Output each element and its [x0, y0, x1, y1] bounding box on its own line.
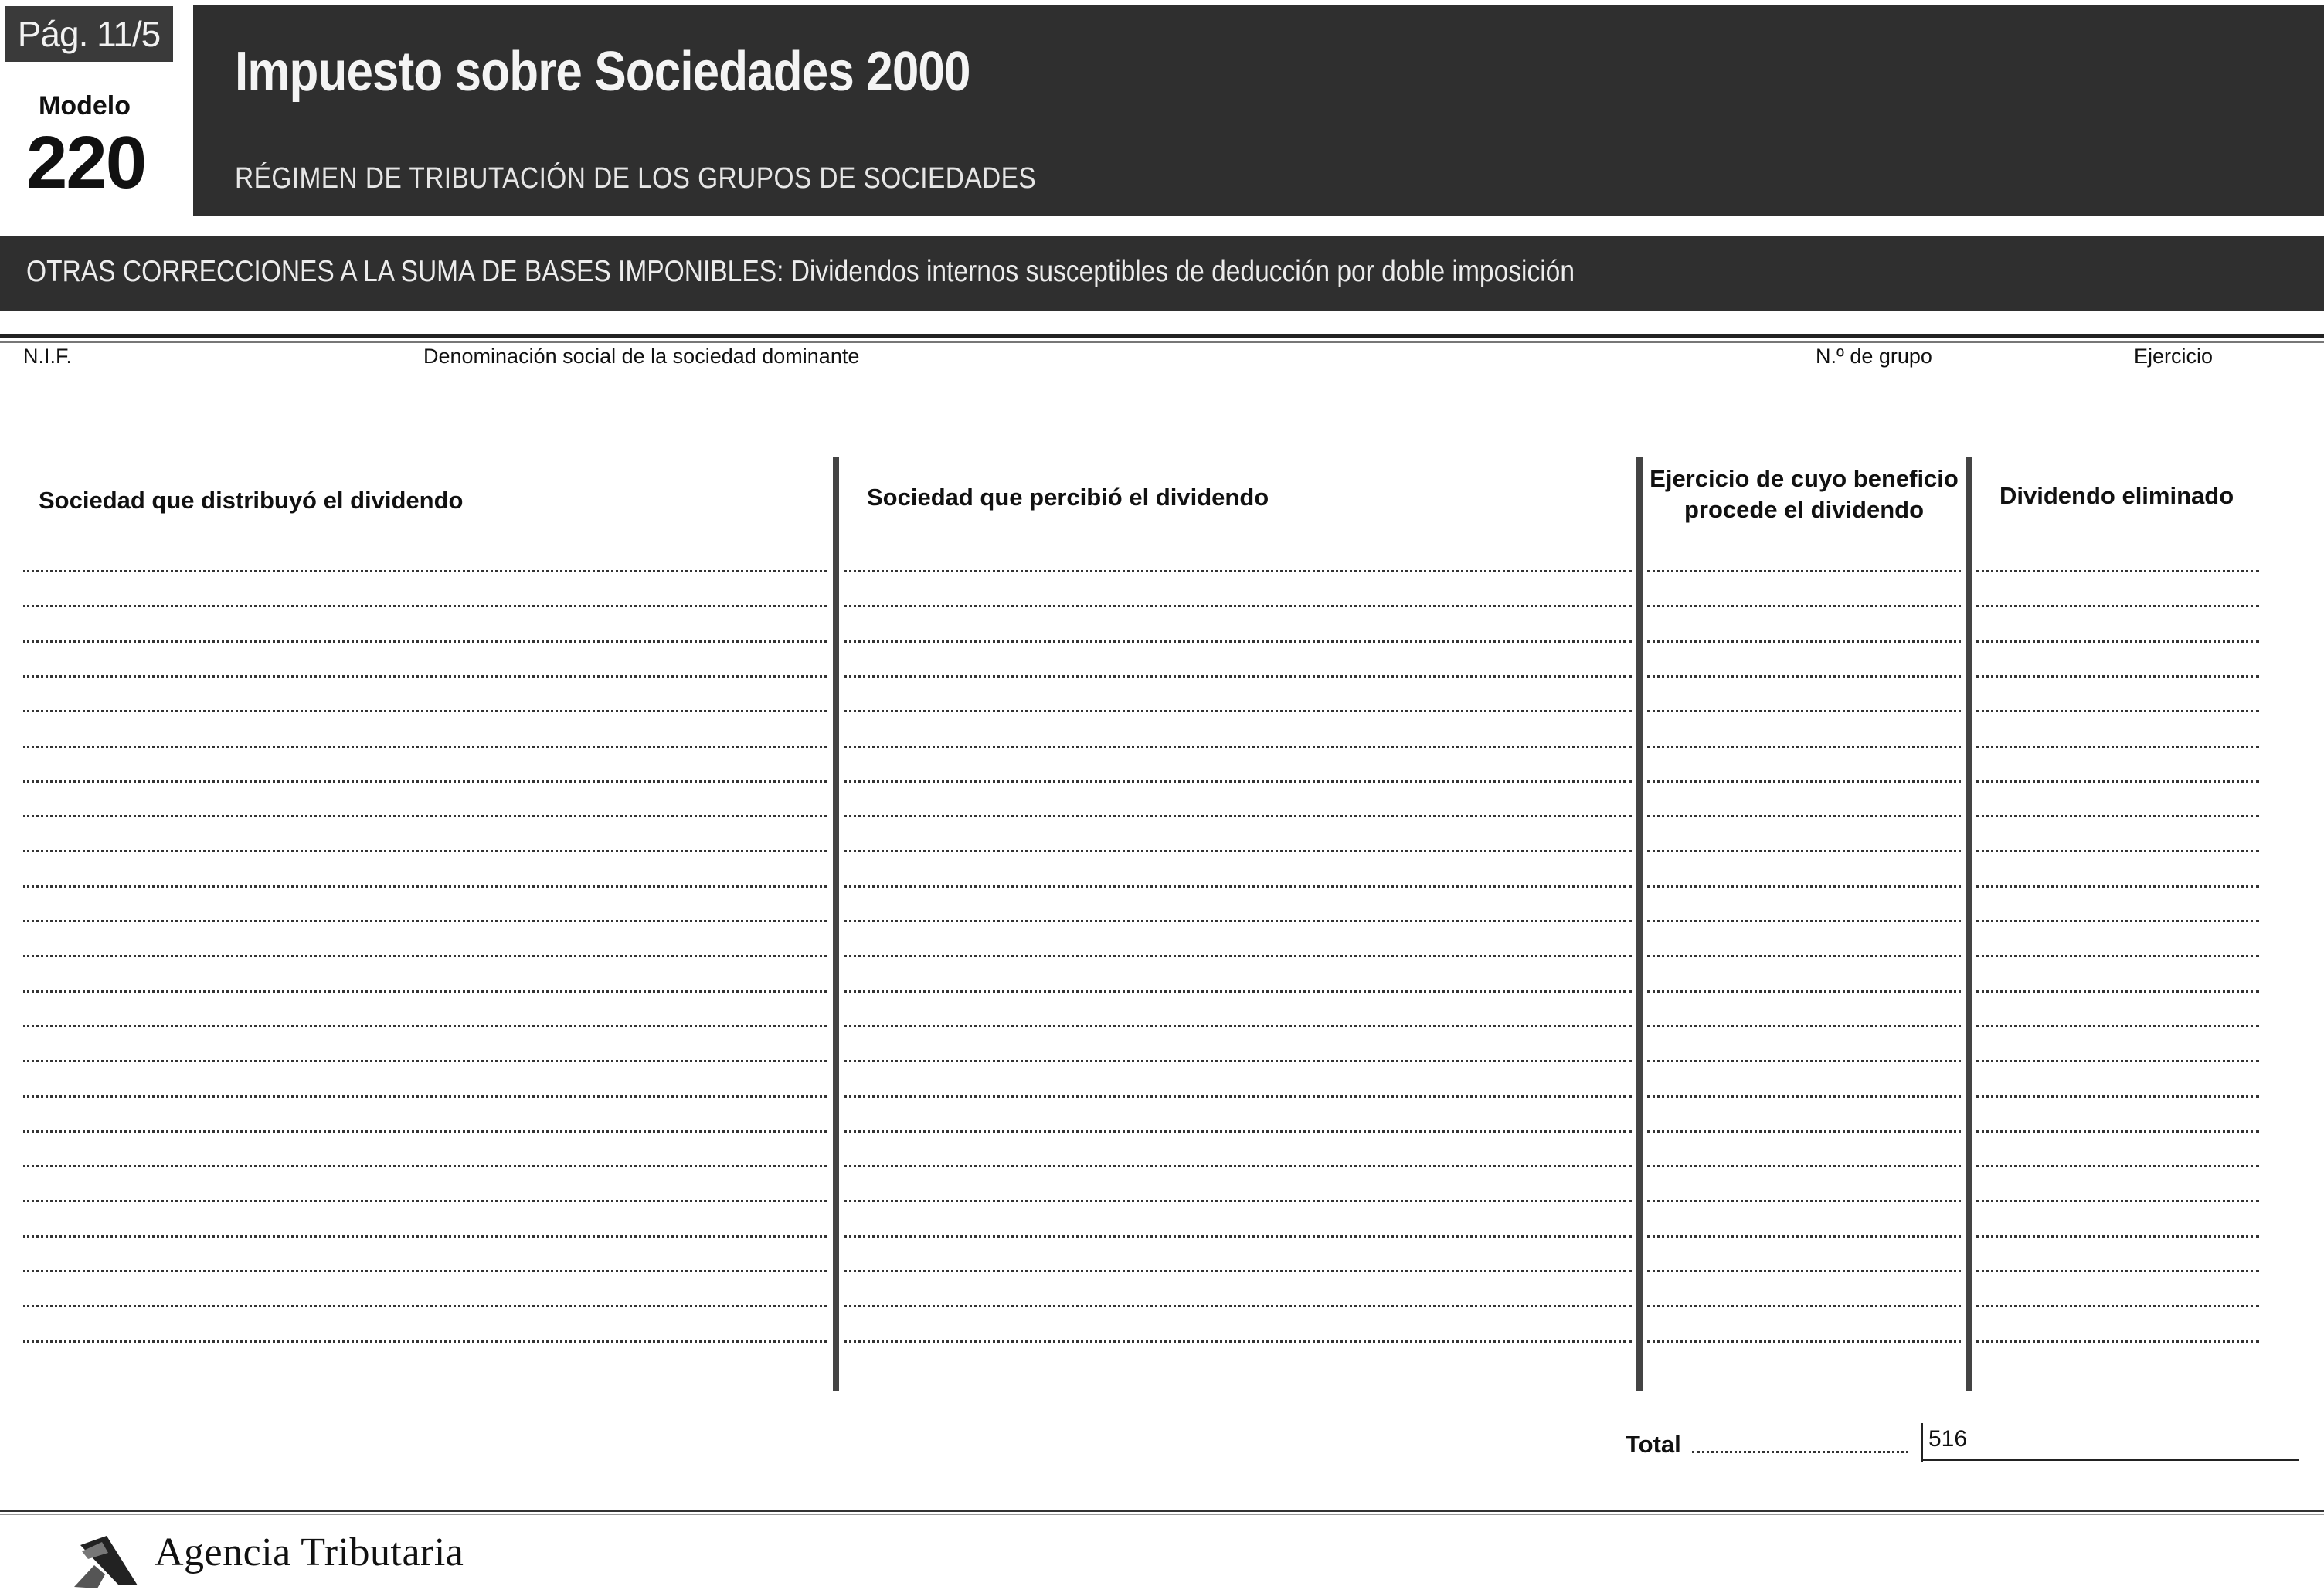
grupo-label: N.º de grupo: [1816, 345, 1932, 368]
entry-line-eliminated-dividend[interactable]: [1976, 1060, 2259, 1062]
entry-line-eliminated-dividend[interactable]: [1976, 605, 2259, 607]
entry-line-distributing-company[interactable]: [23, 1270, 827, 1272]
entry-line-eliminated-dividend[interactable]: [1976, 1025, 2259, 1027]
form-title: Impuesto sobre Sociedades 2000: [235, 41, 970, 103]
entry-line-eliminated-dividend[interactable]: [1976, 570, 2259, 572]
column-header-fiscal-year: [1646, 464, 1962, 525]
column-divider: [833, 457, 839, 1391]
nif-label: N.I.F.: [23, 345, 73, 368]
agencia-tributaria-logo-icon: [74, 1528, 144, 1590]
page-number-badge: [5, 6, 173, 62]
entry-line-distributing-company[interactable]: [23, 1025, 827, 1027]
entry-line-fiscal-year[interactable]: [1647, 955, 1961, 957]
entry-line-eliminated-dividend[interactable]: [1976, 780, 2259, 783]
entry-line-receiving-company[interactable]: [844, 1200, 1632, 1202]
entry-line-fiscal-year[interactable]: [1647, 1130, 1961, 1133]
entry-line-fiscal-year[interactable]: [1647, 1235, 1961, 1238]
section-title: OTRAS CORRECCIONES A LA SUMA DE BASES IMPONIBLES: Dividendos internos susceptibles de deducción por doble imposición: [26, 255, 1575, 288]
entry-line-receiving-company[interactable]: [844, 1060, 1632, 1062]
entry-line-receiving-company[interactable]: [844, 1340, 1632, 1343]
entry-line-fiscal-year[interactable]: [1647, 1165, 1961, 1167]
entry-line-distributing-company[interactable]: [23, 1200, 827, 1202]
entry-line-eliminated-dividend[interactable]: [1976, 675, 2259, 678]
entry-line-eliminated-dividend[interactable]: [1976, 746, 2259, 748]
entry-line-receiving-company[interactable]: [844, 920, 1632, 922]
entry-line-distributing-company[interactable]: [23, 920, 827, 922]
entry-line-fiscal-year[interactable]: [1647, 1270, 1961, 1272]
entry-line-distributing-company[interactable]: [23, 1305, 827, 1307]
divider: [0, 1510, 2324, 1512]
ejercicio-label: Ejercicio: [2134, 345, 2214, 368]
entry-line-distributing-company[interactable]: [23, 640, 827, 643]
entry-line-receiving-company[interactable]: [844, 746, 1632, 748]
entry-line-receiving-company[interactable]: [844, 990, 1632, 993]
entry-line-fiscal-year[interactable]: [1647, 990, 1961, 993]
column-header-fiscal-year-line1: Ejercicio de cuyo beneficio: [1650, 465, 1959, 492]
entry-line-distributing-company[interactable]: [23, 1340, 827, 1343]
entry-line-fiscal-year[interactable]: [1647, 885, 1961, 888]
entry-line-fiscal-year[interactable]: [1647, 605, 1961, 607]
entry-line-eliminated-dividend[interactable]: [1976, 640, 2259, 643]
entry-line-fiscal-year[interactable]: [1647, 1200, 1961, 1202]
entry-line-receiving-company[interactable]: [844, 1305, 1632, 1307]
agency-name: Agencia Tributaria: [155, 1530, 464, 1574]
entry-line-receiving-company[interactable]: [844, 710, 1632, 712]
column-header-distributing-company: Sociedad que distribuyó el dividendo: [39, 487, 464, 514]
column-header-fiscal-year-line2: procede el dividendo: [1684, 496, 1925, 523]
entry-line-eliminated-dividend[interactable]: [1976, 1235, 2259, 1238]
divider: [0, 334, 2324, 338]
modelo-number: 220: [26, 121, 146, 204]
entry-line-eliminated-dividend[interactable]: [1976, 815, 2259, 817]
divider: [0, 341, 2324, 343]
total-box-code: 516: [1928, 1426, 1968, 1452]
entry-line-distributing-company[interactable]: [23, 746, 827, 748]
entry-line-receiving-company[interactable]: [844, 1270, 1632, 1272]
total-label: Total: [1626, 1431, 1681, 1458]
entry-line-distributing-company[interactable]: [23, 1060, 827, 1062]
entry-line-distributing-company[interactable]: [23, 570, 827, 572]
entry-line-receiving-company[interactable]: [844, 815, 1632, 817]
entry-line-receiving-company[interactable]: [844, 1130, 1632, 1133]
divider: [0, 1514, 2324, 1515]
entry-line-distributing-company[interactable]: [23, 1130, 827, 1133]
entry-line-distributing-company[interactable]: [23, 850, 827, 852]
entry-line-distributing-company[interactable]: [23, 1095, 827, 1098]
entry-line-distributing-company[interactable]: [23, 1165, 827, 1167]
entry-line-receiving-company[interactable]: [844, 1235, 1632, 1238]
entry-line-receiving-company[interactable]: [844, 605, 1632, 607]
total-leader-dots: [1692, 1451, 1908, 1453]
entry-line-distributing-company[interactable]: [23, 780, 827, 783]
entry-line-receiving-company[interactable]: [844, 1095, 1632, 1098]
entry-line-distributing-company[interactable]: [23, 815, 827, 817]
entry-line-fiscal-year[interactable]: [1647, 850, 1961, 852]
entry-line-distributing-company[interactable]: [23, 885, 827, 888]
entry-line-fiscal-year[interactable]: [1647, 1340, 1961, 1343]
entry-line-receiving-company[interactable]: [844, 675, 1632, 678]
column-divider: [1636, 457, 1643, 1391]
entry-line-receiving-company[interactable]: [844, 955, 1632, 957]
entry-line-receiving-company[interactable]: [844, 780, 1632, 783]
entry-line-eliminated-dividend[interactable]: [1976, 1200, 2259, 1202]
entry-line-eliminated-dividend[interactable]: [1976, 710, 2259, 712]
total-box-border: [1921, 1459, 2299, 1461]
entry-line-eliminated-dividend[interactable]: [1976, 1270, 2259, 1272]
page-number: Pág. 11/5: [17, 14, 161, 54]
entry-line-distributing-company[interactable]: [23, 955, 827, 957]
entry-line-fiscal-year[interactable]: [1647, 1060, 1961, 1062]
entry-line-distributing-company[interactable]: [23, 675, 827, 678]
entry-line-distributing-company[interactable]: [23, 1235, 827, 1238]
entry-line-receiving-company[interactable]: [844, 885, 1632, 888]
entry-line-eliminated-dividend[interactable]: [1976, 920, 2259, 922]
entry-line-eliminated-dividend[interactable]: [1976, 990, 2259, 993]
entry-line-receiving-company[interactable]: [844, 570, 1632, 572]
column-header-receiving-company: Sociedad que percibió el dividendo: [867, 484, 1269, 511]
modelo-label: Modelo: [39, 91, 131, 121]
denominacion-label: Denominación social de la sociedad dominante: [423, 345, 860, 368]
total-box-border: [1921, 1423, 1923, 1462]
entry-line-eliminated-dividend[interactable]: [1976, 1165, 2259, 1167]
entry-line-receiving-company[interactable]: [844, 850, 1632, 852]
entry-line-fiscal-year[interactable]: [1647, 815, 1961, 817]
column-header-eliminated-dividend: Dividendo eliminado: [2000, 482, 2234, 509]
entry-line-receiving-company[interactable]: [844, 640, 1632, 643]
entry-line-eliminated-dividend[interactable]: [1976, 850, 2259, 852]
entry-line-eliminated-dividend[interactable]: [1976, 955, 2259, 957]
entry-line-eliminated-dividend[interactable]: [1976, 1130, 2259, 1133]
entry-line-fiscal-year[interactable]: [1647, 1025, 1961, 1027]
column-divider: [1966, 457, 1972, 1391]
entry-line-eliminated-dividend[interactable]: [1976, 885, 2259, 888]
entry-line-eliminated-dividend[interactable]: [1976, 1340, 2259, 1343]
entry-line-receiving-company[interactable]: [844, 1025, 1632, 1027]
entry-line-fiscal-year[interactable]: [1647, 710, 1961, 712]
entry-line-fiscal-year[interactable]: [1647, 1305, 1961, 1307]
entry-line-distributing-company[interactable]: [23, 605, 827, 607]
entry-line-fiscal-year[interactable]: [1647, 1095, 1961, 1098]
entry-line-eliminated-dividend[interactable]: [1976, 1305, 2259, 1307]
entry-line-receiving-company[interactable]: [844, 1165, 1632, 1167]
form-subtitle: RÉGIMEN DE TRIBUTACIÓN DE LOS GRUPOS DE SOCIEDADES: [235, 162, 1037, 195]
entry-line-fiscal-year[interactable]: [1647, 746, 1961, 748]
entry-line-fiscal-year[interactable]: [1647, 640, 1961, 643]
entry-line-fiscal-year[interactable]: [1647, 675, 1961, 678]
entry-line-eliminated-dividend[interactable]: [1976, 1095, 2259, 1098]
entry-line-fiscal-year[interactable]: [1647, 920, 1961, 922]
entry-line-distributing-company[interactable]: [23, 990, 827, 993]
entry-line-fiscal-year[interactable]: [1647, 570, 1961, 572]
entry-line-distributing-company[interactable]: [23, 710, 827, 712]
entry-line-fiscal-year[interactable]: [1647, 780, 1961, 783]
